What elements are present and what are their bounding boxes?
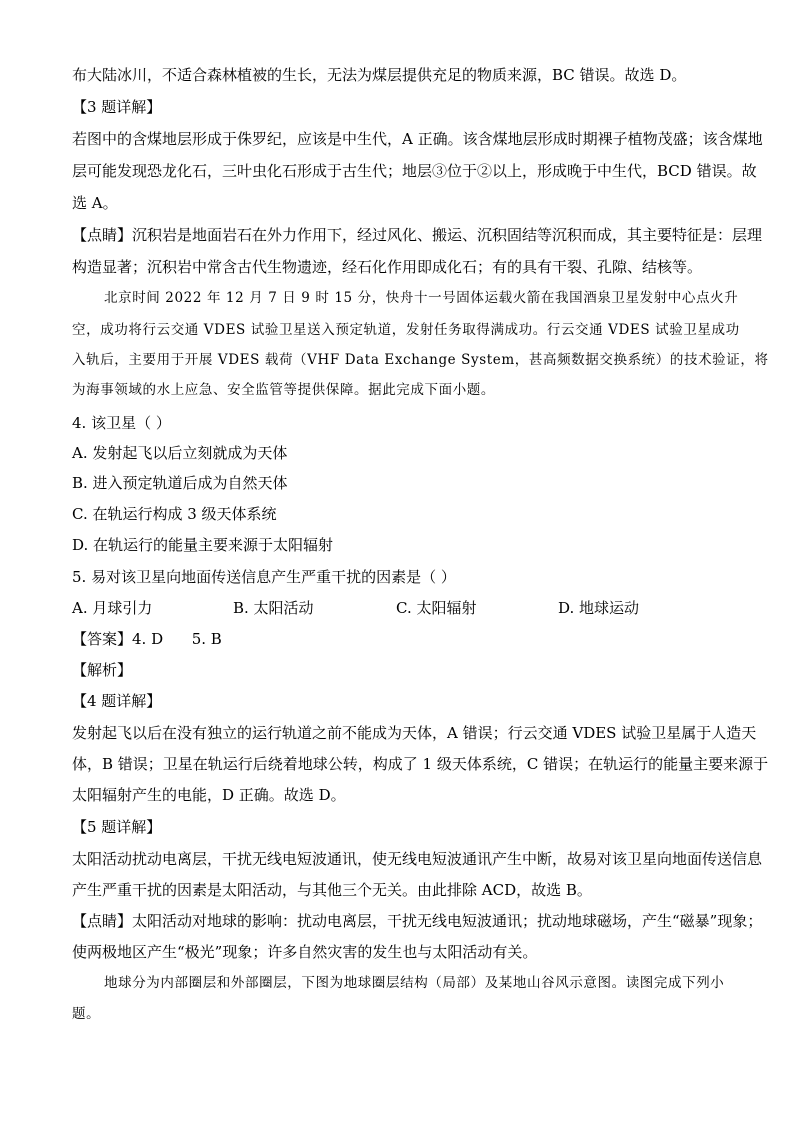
question-4-stem: 4. 该卫星（ ） (72, 414, 171, 432)
question-5-option-a: A. 月球引力 (72, 599, 153, 617)
note-line: 使两极地区产生“极光”现象；许多自然灾害的发生也与太阳活动有关。 (72, 943, 538, 961)
answer-text: 4. D 5. B (132, 630, 222, 648)
question-4-option-c: C. 在轨运行构成 3 级天体系统 (72, 505, 277, 523)
passage-line: 空，成功将行云交通 VDES 试验卫星送入预定轨道，发射任务取得满成功。行云交通 VDES 试验卫星成功 (72, 322, 740, 338)
text-line: 若图中的含煤地层形成于侏罗纪，应该是中生代，A 正确。该含煤地层形成时期裸子植物茂盛；该含煤地 (72, 130, 763, 148)
section-heading-3: 【3 题详解】 (72, 98, 162, 116)
text-line: 产生严重干扰的因素是太阳活动，与其他三个无关。由此排除 ACD，故选 B。 (72, 881, 592, 899)
passage-line: 题。 (72, 1006, 101, 1022)
answer-label: 【答案】 (72, 630, 133, 648)
text-line: 选 A。 (72, 194, 118, 212)
passage-line: 为海事领域的水上应急、安全监管等提供保障。据此完成下面小题。 (72, 382, 495, 398)
text-line: 太阳辐射产生的电能，D 正确。故选 D。 (72, 786, 346, 804)
passage-line: 入轨后，主要用于开展 VDES 载荷（VHF Data Exchange System，甚高频数据交换系统）的技术验证，将 (72, 352, 769, 368)
text-line: 太阳活动扰动电离层，干扰无线电短波通讯，使无线电短波通讯产生中断，故易对该卫星向地面传送信息 (72, 850, 763, 868)
text-line: 体，B 错误；卫星在轨运行后绕着地球公转，构成了 1 级天体系统，C 错误；在轨运行的能量主要来源于 (72, 755, 769, 773)
text-line: 发射起飞以后在没有独立的运行轨道之前不能成为天体，A 错误；行云交通 VDES 试验卫星属于人造天 (72, 724, 757, 742)
text-line: 布大陆冰川，不适合森林植被的生长，无法为煤层提供充足的物质来源，BC 错误。故选 D。 (72, 66, 687, 84)
question-4-option-d: D. 在轨运行的能量主要来源于太阳辐射 (72, 536, 334, 554)
section-heading-5: 【5 题详解】 (72, 818, 162, 836)
question-4-option-a: A. 发射起飞以后立刻就成为天体 (72, 444, 288, 462)
text-line: 层可能发现恐龙化石，三叶虫化石形成于古生代；地层③位于②以上，形成晚于中生代，BCD 错误。故 (72, 162, 757, 180)
question-4-option-b: B. 进入预定轨道后成为自然天体 (72, 474, 288, 492)
question-5-option-b: B. 太阳活动 (233, 599, 314, 617)
question-5-option-d: D. 地球运动 (558, 599, 640, 617)
section-heading-4: 【4 题详解】 (72, 692, 162, 710)
note-line: 构造显著；沉积岩中常含古代生物遗迹，经石化作用即成化石；有的具有干裂、孔隙、结核等。 (72, 258, 703, 276)
note-line: 【点睛】沉积岩是地面岩石在外力作用下，经过风化、搬运、沉积固结等沉积而成，其主要特征是：层理 (72, 226, 763, 244)
passage-line: 地球分为内部圈层和外部圈层，下图为地球圈层结构（局部）及某地山谷风示意图。读图完成下列小 (104, 975, 725, 991)
passage-line: 北京时间 2022 年 12 月 7 日 9 时 15 分，快舟十一号固体运载火箭在我国酒泉卫星发射中心点火升 (104, 290, 739, 306)
question-5-stem: 5. 易对该卫星向地面传送信息产生严重干扰的因素是（ ） (72, 568, 456, 586)
analysis-label: 【解析】 (72, 661, 133, 679)
note-line: 【点睛】太阳活动对地球的影响：扰动电离层，干扰无线电短波通讯；扰动地球磁场，产生“磁暴”现象； (72, 912, 763, 930)
answer-line (72, 629, 222, 649)
question-5-option-c: C. 太阳辐射 (396, 599, 477, 617)
